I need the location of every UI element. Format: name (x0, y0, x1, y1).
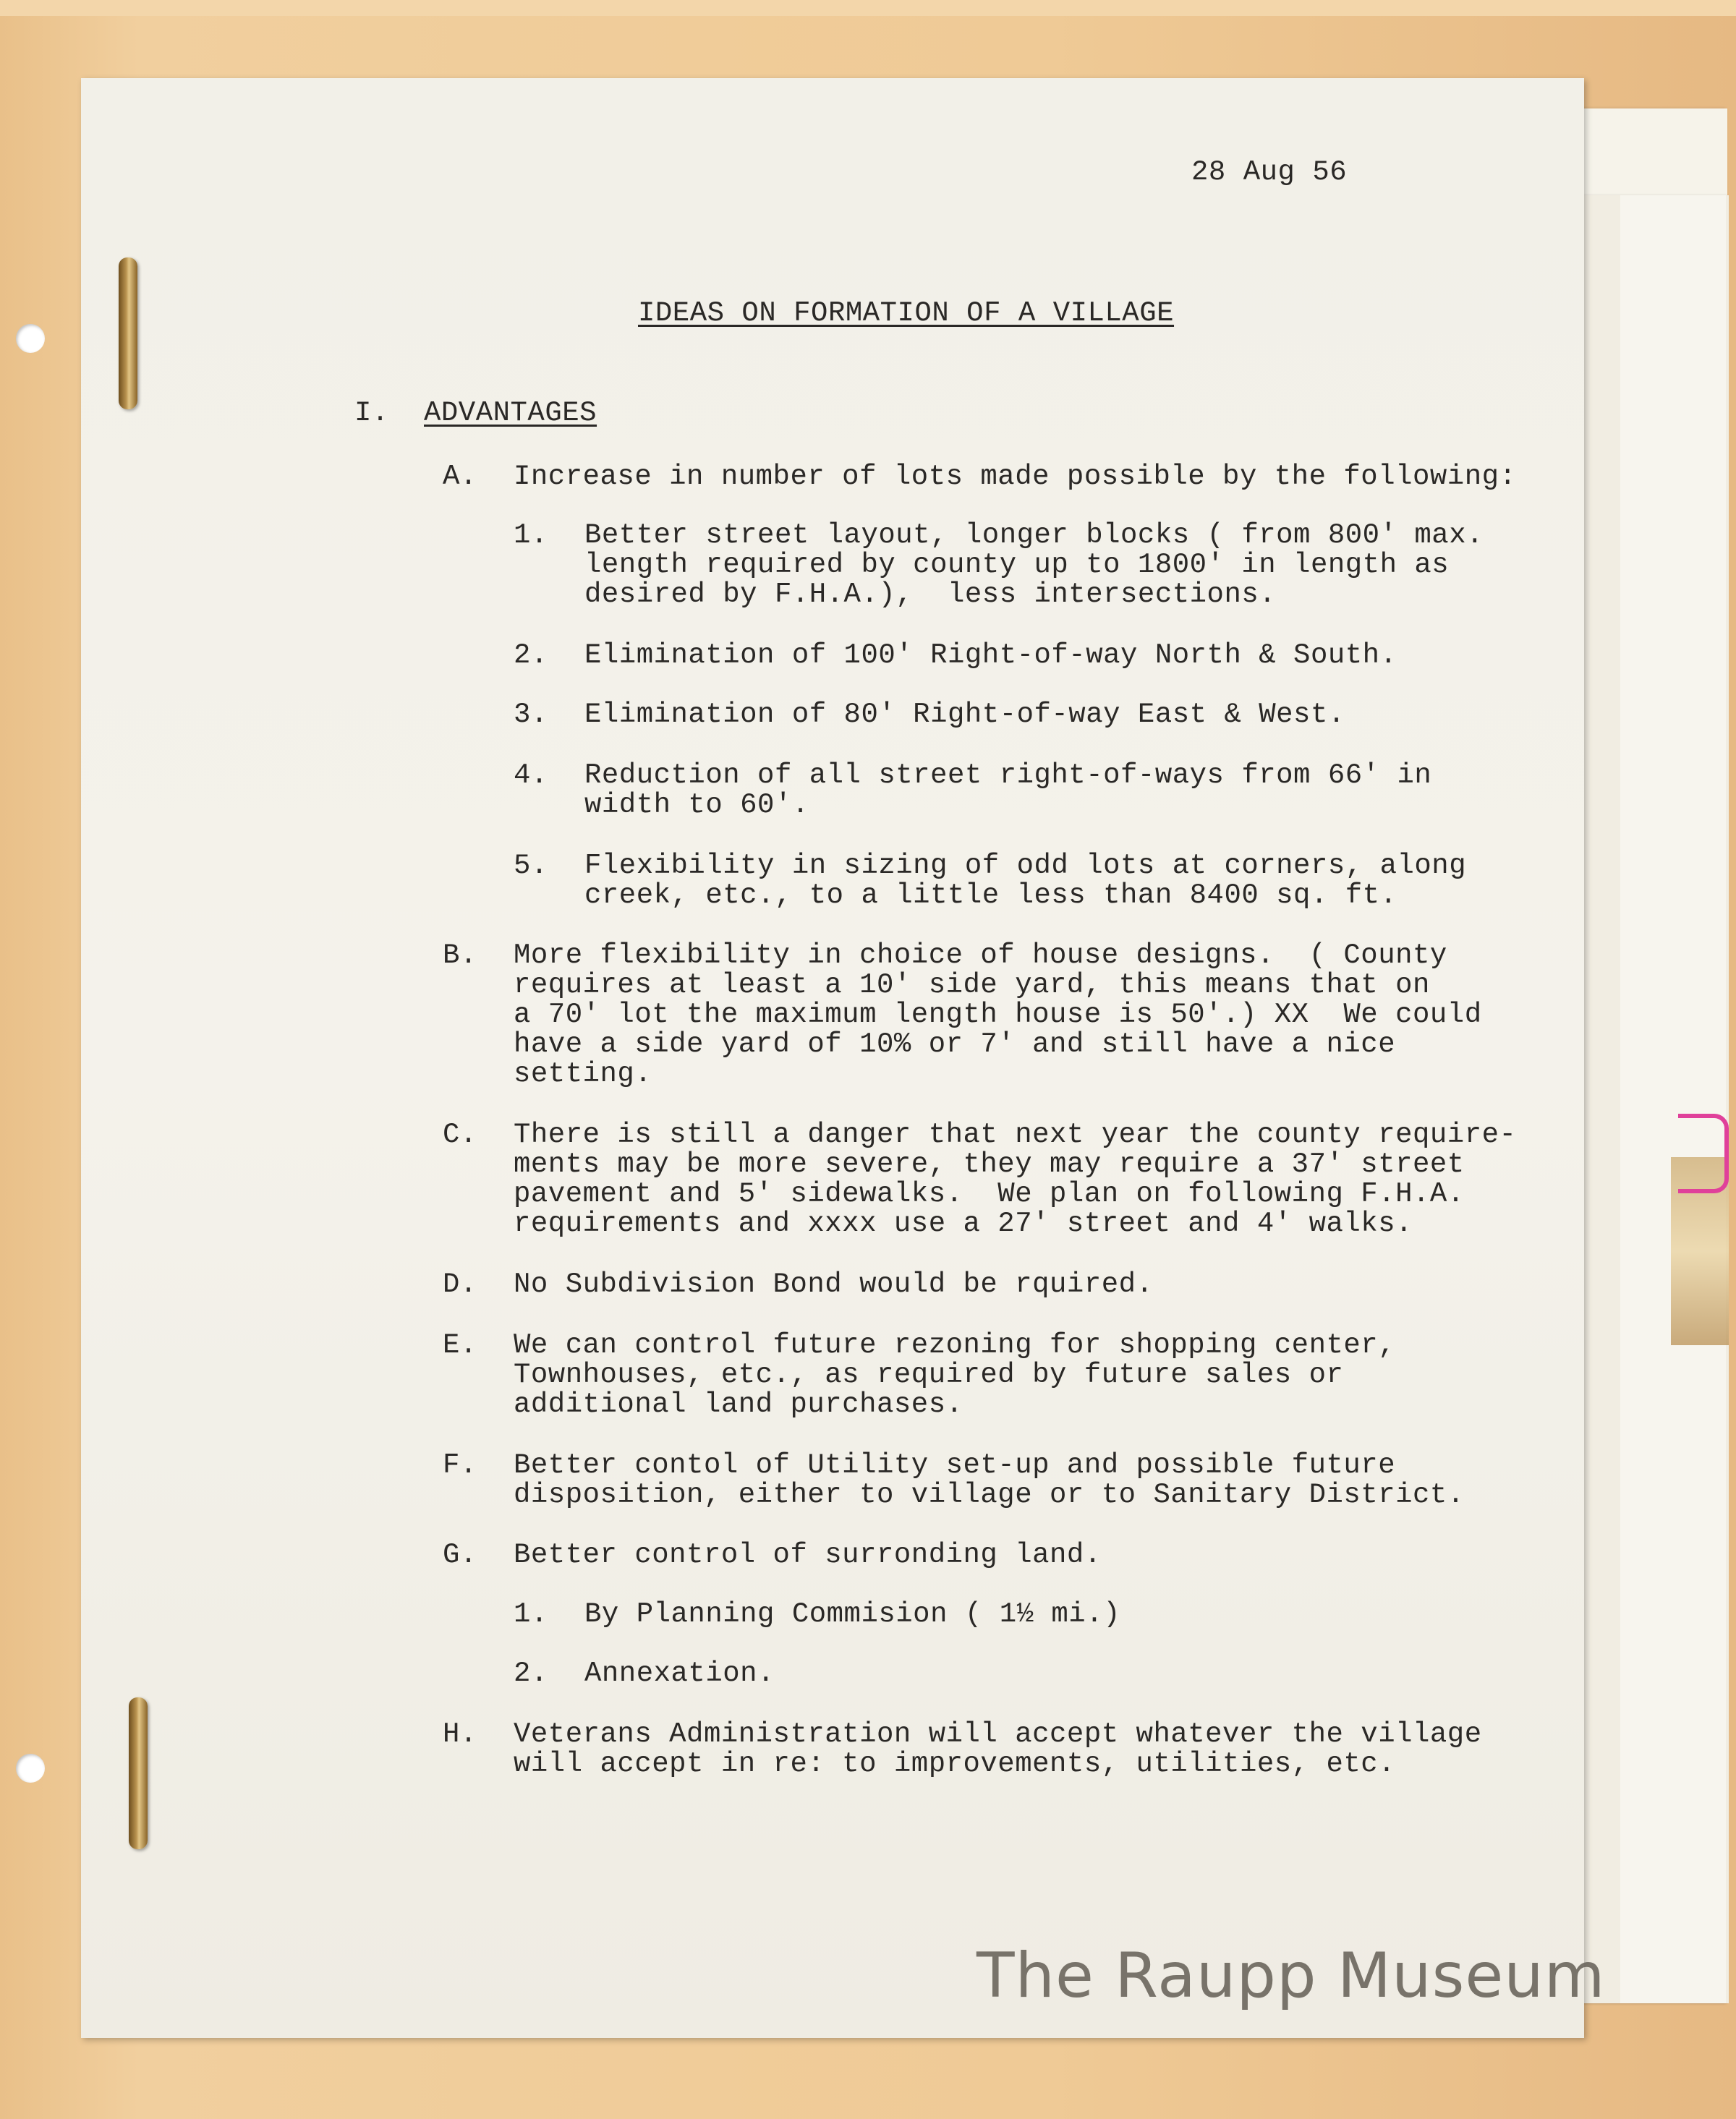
item-text-line: pavement and 5' sidewalks. We plan on following F.H.A. (514, 1178, 1465, 1210)
item-text-line: Better control of surronding land. (514, 1539, 1102, 1571)
item-text-line: Townhouses, etc., as required by future sales or (514, 1359, 1344, 1391)
item-text-line: Flexibility in sizing of odd lots at corners, along (584, 850, 1467, 882)
item-text-line: width to 60'. (584, 789, 809, 821)
fastener-prong-top (119, 257, 137, 409)
item-text-line: requires at least a 10' side yard, this means that on (514, 969, 1430, 1001)
document-content (81, 78, 1584, 2038)
item-text-line: Better contol of Utility set-up and possible future (514, 1449, 1396, 1481)
sub-item-marker: 1. (514, 1598, 548, 1630)
item-text-line: setting. (514, 1058, 652, 1090)
item-text-line: additional land purchases. (514, 1389, 963, 1420)
item-text-line: ments may be more severe, they may require a 37' street (514, 1148, 1465, 1180)
document-date: 28 Aug 56 (1191, 156, 1348, 188)
item-text-line: Reduction of all street right-of-ways from 66' in (584, 759, 1432, 791)
item-marker: A. (443, 461, 477, 493)
document-page (81, 78, 1584, 2038)
section-numeral: I. (354, 397, 389, 429)
item-text-line: By Planning Commision ( 1½ mi.) (584, 1598, 1121, 1630)
document-title: IDEAS ON FORMATION OF A VILLAGE (638, 297, 1175, 329)
item-text-line: We can control future rezoning for shopping center, (514, 1329, 1396, 1361)
fastener-prong-bottom (129, 1697, 148, 1849)
item-marker: C. (443, 1119, 477, 1151)
item-text-line: length required by county up to 1800' in length as (584, 549, 1450, 581)
item-text-line: disposition, either to village or to Sanitary District. (514, 1479, 1465, 1511)
item-text-line: requirements and xxxx use a 27' street and 4' walks. (514, 1208, 1413, 1240)
item-text-line: have a side yard of 10% or 7' and still have a nice (514, 1028, 1396, 1060)
item-text-line: No Subdivision Bond would be rquired. (514, 1269, 1154, 1300)
item-text-line: More flexibility in choice of house designs. ( County (514, 939, 1447, 971)
item-text-line: Better street layout, longer blocks ( from 800' max. (584, 519, 1484, 551)
item-text-line: will accept in re: to improvements, utilities, etc. (514, 1748, 1396, 1780)
item-text-line: desired by F.H.A.), less intersections. (584, 579, 1277, 610)
underlying-sheet-3 (1620, 195, 1726, 2003)
punch-hole-bottom (16, 1754, 45, 1783)
museum-watermark: The Raupp Museum (977, 1940, 1606, 2012)
item-marker: G. (443, 1539, 477, 1571)
item-text-line: Annexation. (584, 1658, 775, 1689)
punch-hole-top (16, 324, 45, 353)
item-text-line: Veterans Administration will accept whatever the village (514, 1718, 1482, 1750)
item-marker: B. (443, 939, 477, 971)
item-marker: H. (443, 1718, 477, 1750)
item-marker: D. (443, 1269, 477, 1300)
item-text-line: creek, etc., to a little less than 8400 sq. ft. (584, 879, 1397, 911)
item-text-line: There is still a danger that next year the county require- (514, 1119, 1517, 1151)
sub-item-marker: 2. (514, 639, 548, 671)
item-marker: F. (443, 1449, 477, 1481)
folder-top-edge (0, 0, 1736, 16)
item-text-line: a 70' lot the maximum length house is 50'.) XX We could (514, 999, 1482, 1031)
sub-item-marker: 2. (514, 1658, 548, 1689)
sub-item-marker: 4. (514, 759, 548, 791)
sub-item-marker: 5. (514, 850, 548, 882)
item-marker: E. (443, 1329, 477, 1361)
item-text-line: Elimination of 80' Right-of-way East & West. (584, 699, 1345, 730)
pink-clip (1678, 1114, 1729, 1193)
item-text-line: Increase in number of lots made possible by the following: (514, 461, 1517, 493)
sub-item-marker: 3. (514, 699, 548, 730)
section-heading: ADVANTAGES (424, 397, 597, 429)
sub-item-marker: 1. (514, 519, 548, 551)
item-text-line: Elimination of 100' Right-of-way North & South. (584, 639, 1397, 671)
